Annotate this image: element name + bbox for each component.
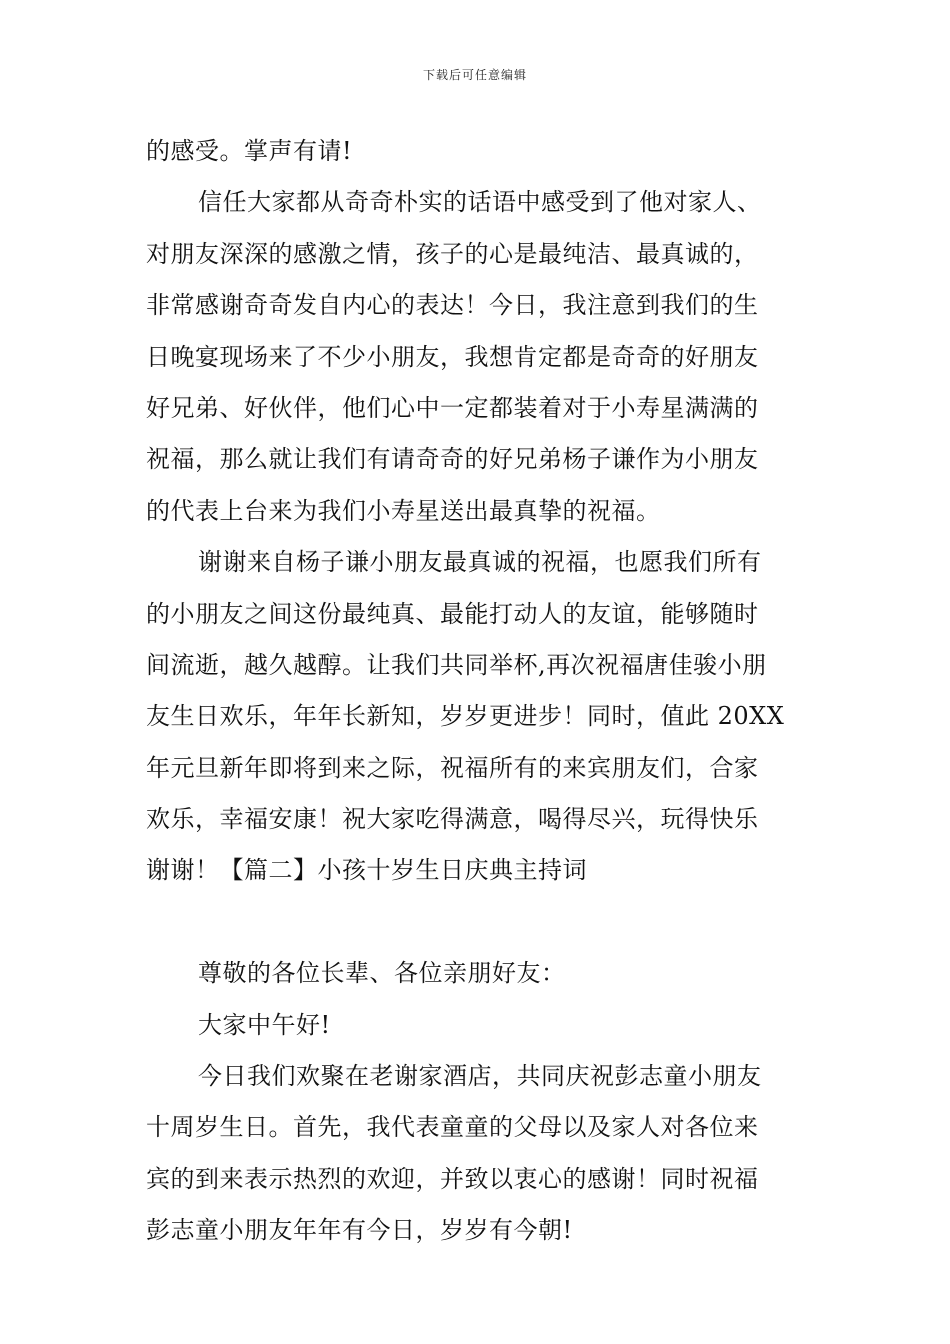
text-line: 谢谢！【篇二】小孩十岁生日庆典主持词 [146,856,587,885]
text-line: 谢谢来自杨子谦小朋友最真诚的祝福，也愿我们所有 [198,548,762,577]
document-body [146,126,808,1257]
text-line: 的感受。掌声有请! [146,137,353,165]
text-line: 对朋友深深的感激之情，孩子的心是最纯洁、最真诚的， [146,239,759,268]
text-line: 今日我们欢聚在老谢家酒店，共同庆祝彭志童小朋友 [198,1062,762,1091]
text-line: 欢乐，幸福安康！祝大家吃得满意，喝得尽兴，玩得快乐 [146,805,759,834]
page-header: 下载后可任意编辑 [422,68,527,82]
text-line: 祝福，那么就让我们有请奇奇的好兄弟杨子谦作为小朋友 [146,445,759,474]
text-line: 尊敬的各位长辈、各位亲朋好友： [198,959,566,988]
text-line: 日晚宴现场来了不少小朋友，我想肯定都是奇奇的好朋友 [146,342,759,371]
text-line: 十周岁生日。首先，我代表童童的父母以及家人对各位来 [146,1113,759,1142]
text-line: 好兄弟、好伙伴，他们心中一定都装着对于小寿星满满的 [146,393,759,422]
text-line: 非常感谢奇奇发自内心的表达！今日，我注意到我们的生 [146,291,759,320]
text-line: 友生日欢乐，年年长新知，岁岁更进步！同时，值此 20XX [146,702,785,731]
text-line: 间流逝，越久越醇。让我们共同举杯,再次祝福唐佳骏小朋 [146,650,767,679]
text-line: 年元旦新年即将到来之际，祝福所有的来宾朋友们，合家 [146,753,759,782]
paragraph-gap [146,897,808,948]
text-line: 宾的到来表示热烈的欢迎，并致以衷心的感谢！同时祝福 [146,1164,759,1193]
text-line: 信任大家都从奇奇朴实的话语中感受到了他对家人、 [198,188,762,217]
text-line: 的代表上台来为我们小寿星送出最真挚的祝福。 [146,496,661,525]
text-line: 彭志童小朋友年年有今日，岁岁有今朝! [146,1216,573,1245]
text-line: 的小朋友之间这份最纯真、最能打动人的友谊，能够随时 [146,599,759,628]
text-line: 大家中午好! [198,1010,331,1039]
